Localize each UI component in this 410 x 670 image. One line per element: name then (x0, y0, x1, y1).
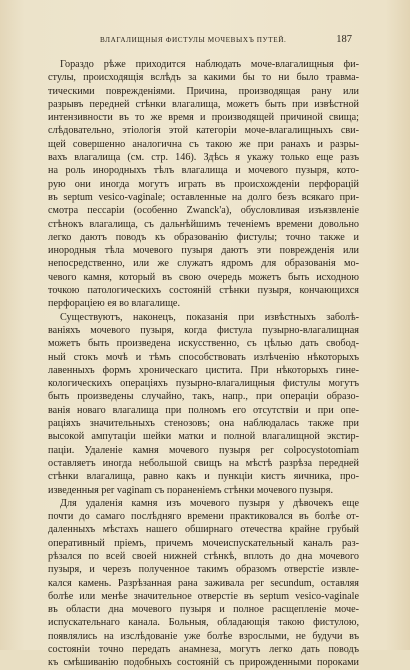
text-line: кался камень. Разрѣзанная рана заживала per secundum, оставляя (48, 577, 359, 589)
text-line: точкою патологическихъ состояній стѣнки пузыря, кончающихся (48, 285, 359, 297)
text-line: изведенныя per vaginam съ пораненіемъ стѣнки мочевого пузыря. (48, 484, 333, 496)
body-text (48, 58, 359, 670)
text-line: въ области дна мочевого пузыря и полное расщепленіе моче- (48, 604, 359, 616)
text-line: можетъ быть произведена искусственно, съ цѣлью дать свобод- (48, 338, 359, 350)
text-line: слѣдовательно, этіологія этой категоріи моче-влагалищныхъ сви- (48, 125, 359, 137)
page-number: 187 (336, 34, 352, 45)
running-title: ВЛАГАЛИЩНЫЯ ФИСТУЛЫ МОЧЕВЫХЪ ПУТЕЙ. (100, 36, 287, 44)
page-header (100, 34, 352, 48)
text-line: высокой ампутаціи шейки матки и полной влагалищной экстир- (48, 431, 359, 443)
text-line: оставляетъ иногда небольшой свищъ на мѣстѣ разрѣза передней (48, 457, 359, 469)
text-line: пузыря, и черезъ полученное такимъ образомъ отверстіе извле- (48, 564, 359, 576)
text-line: почти до самаго послѣдняго времени практиковался въ болѣе от- (48, 511, 359, 523)
text-line: рую они иногда могутъ играть въ происхожденіи перфорацій (48, 178, 359, 190)
text-line: состояніи точно передать анамнеза, могутъ легко дать поводъ (48, 644, 359, 656)
text-line: оперативный пріемъ, причемъ мочеиспускательный каналъ раз- (48, 537, 359, 549)
text-line: вахъ влагалища (см. стр. 146). Здѣсь я укажу только еще разъ (48, 152, 359, 164)
text-line: даленныхъ мѣстахъ нашего обширнаго отечества крайне грубый (48, 524, 359, 536)
text-line: раціяхъ значительныхъ стенозовъ; она наблюдалась также при (48, 418, 359, 430)
text-line: Гораздо рѣже приходится наблюдать моче-влагалищныя фи- (60, 59, 359, 70)
text-line: щей совершенно аналогична съ такою же при ранахъ и разры- (48, 138, 359, 150)
text-line: чевого камня, который въ свою очередь можетъ быть исходною (48, 271, 359, 283)
text-line: непосредственно, или же служатъ ядромъ для образованія мо- (48, 258, 359, 270)
text-line: рѣзался по всей своей нижней стѣнкѣ, вплоть до дна мочевого (48, 550, 359, 562)
text-line: тическими поврежденіями. Причина, производящая рану или (48, 85, 359, 97)
text-line: Существуютъ, наконецъ, показанія при извѣстныхъ заболѣ- (60, 311, 359, 323)
text-line: интензивности въ то же время и производящей причиной свища; (48, 112, 359, 124)
text-line: появлялись на изслѣдованіе уже болѣе взрослыми, не будучи въ (48, 630, 359, 642)
text-line: стѣнокъ влагалища, съ дальнѣйшимъ теченіемъ времени довольно (48, 218, 359, 230)
text-line: болѣе или менѣе значительное отверстіе въ septum vesico-vaginale (48, 590, 359, 602)
text-line: ванія новаго влагалища при полномъ его отсутствіи и при опе- (48, 404, 359, 416)
text-line: въ septum vesico-vaginale; оставленные на долго безъ всякаго при- (48, 191, 359, 203)
text-line: къ смѣшиванію подобныхъ состояній съ прирожденными пороками (48, 657, 359, 669)
text-line: быть произведены случайно, такъ, напр., при операціи образо- (48, 391, 359, 403)
text-line: смотра пессаріи (особенно Zwanck'а), обусловливая изъязвленіе (48, 205, 359, 217)
text-line: стулы, происходящія вслѣдъ за какими бы то ни было травма- (48, 72, 359, 84)
text-line: на роль инородныхъ тѣлъ влагалища и мочевого пузыря, кото- (48, 165, 359, 177)
text-line: ный стокъ мочѣ и тѣмъ способствовать излѣченію нѣкоторыхъ (48, 351, 359, 363)
text-line: разрывъ передней стѣнки влагалища, можетъ быть при извѣстной (48, 98, 359, 110)
text-line: перфораціею ея во влагалище. (48, 298, 180, 310)
text-line: лавенныхъ формъ хроническаго цистита. При нѣкоторыхъ гине- (48, 364, 359, 376)
text-line: стѣнки влагалища, равно какъ и пункціи кистъ яичника, про- (48, 471, 359, 483)
text-line: кологическихъ операціяхъ пузырно-влагалищныя фистулы могутъ (48, 378, 359, 390)
text-line: инородныя тѣла мочевого пузыря даютъ эти поврежденія или (48, 245, 359, 257)
text-line: легко даютъ поводъ къ образованію фистулы; точно также и (48, 231, 359, 243)
text-line: ваніяхъ мочевого пузыря, когда фистула пузырно-влагалищная (48, 324, 359, 336)
text-line: испускательнаго канала. Больныя, обладающія такою фистулою, (48, 617, 359, 629)
text-line: Для удаленія камня изъ мочевого пузыря у дѣвочекъ еще (60, 497, 359, 509)
text-line: паціи. Удаленіе камня мочевого пузыря per colpocystotomiam (48, 444, 359, 456)
